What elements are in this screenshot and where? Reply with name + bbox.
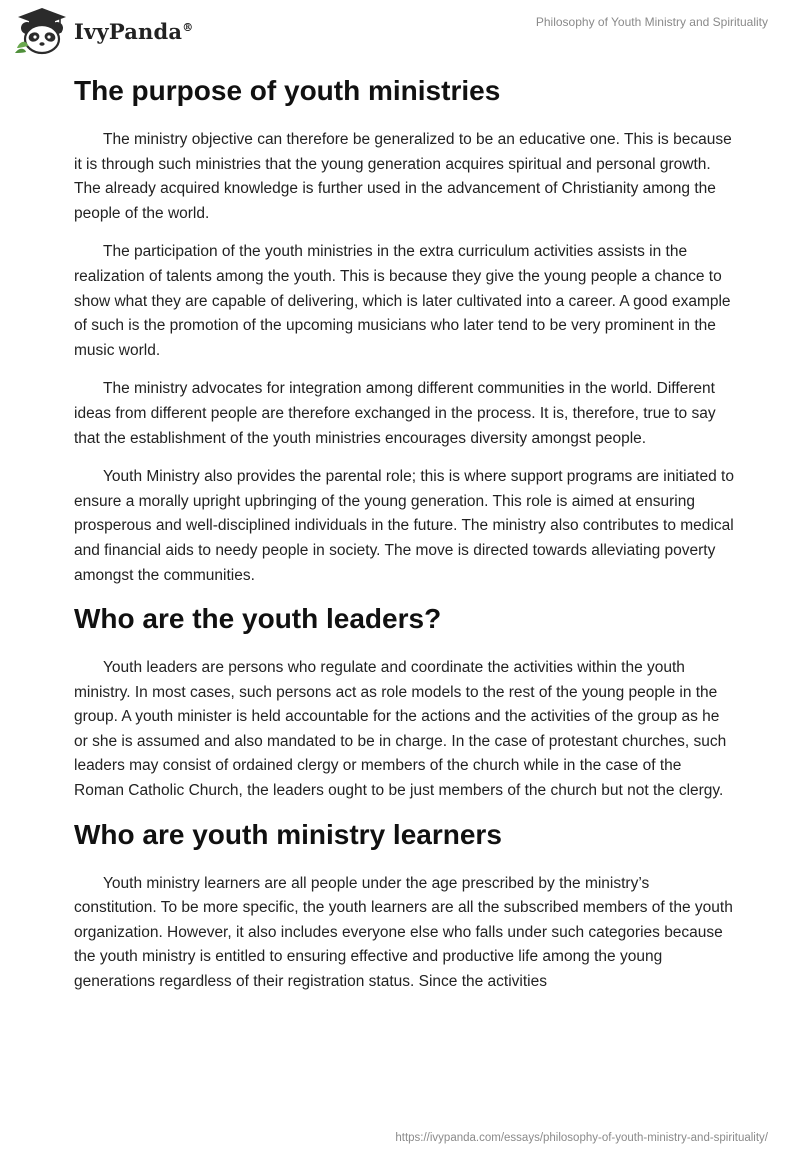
paragraph: The ministry advocates for integration among different communities in the world. Different ideas from different people are therefore exchanged in the process. It is, therefore, true to say that the establishment of the youth ministries encourages diversity amongst people. xyxy=(74,380,716,447)
paragraph: Youth Ministry also provides the parental role; this is where support programs are initiated to ensure a morally upright upbringing of the young generation. This role is aimed at ensuring prosperous and well-disciplined individuals in the future. The ministry also contributes to medical and financial aids to needy people in society. The move is directed towards alleviating poverty amongst the communities. xyxy=(74,468,734,584)
brand-name: IvyPanda® xyxy=(74,18,194,44)
paragraph: The participation of the youth ministries in the extra curriculum activities assists in the realization of talents among the youth. This is because they give the young people a chance to show what they are capable of delivering, which is later cultivated into a career. A good example of such is the promotion of the upcoming musicians who later tend to be very prominent in the music world. xyxy=(74,243,731,359)
section-heading: Who are the youth leaders? xyxy=(74,603,442,635)
paragraph: Youth ministry learners are all people under the age prescribed by the ministry’s constitution. To be more specific, the youth learners are all the subscribed members of the youth organization. However, it also includes everyone else who falls under such categories because the youth ministry is entitled to ensuring effective and productive life among the young generations regardless of their registration status. Since the activities xyxy=(74,874,733,991)
document-title: Philosophy of Youth Ministry and Spirituality xyxy=(535,15,768,29)
section-heading: The purpose of youth ministries xyxy=(74,75,501,106)
page-header xyxy=(0,0,800,60)
section-purpose xyxy=(74,74,734,588)
essay-content xyxy=(74,68,734,1009)
section-youth-learners xyxy=(74,818,734,995)
ivypanda-logo[interactable] xyxy=(14,6,193,56)
paragraph: Youth leaders are persons who regulate and coordinate the activities within the youth ministry. In most cases, such persons act as role models to the rest of the young people in the group. A youth minister is held accountable for the actions and the activities of the group as he or she is assumed and also mandated to be in charge. In the case of protestant churches, such leaders may consist of ordained clergy or members of the church while in the case of the Roman Catholic Church, the leaders ought to be just members of the church but not the clergy. xyxy=(74,659,727,800)
source-url[interactable]: https://ivypanda.com/essays/philosophy-of-youth-ministry-and-spirituality/ xyxy=(395,1132,768,1144)
panda-mascot-icon xyxy=(14,6,70,56)
paragraph: The ministry objective can therefore be generalized to be an educative one. This is because it is through such ministries that the young generation acquires spiritual and personal growth. The already acquired knowledge is further used in the advancement of Christianity among the people of the world. xyxy=(74,131,732,222)
section-youth-leaders xyxy=(74,602,734,804)
section-heading: Who are youth ministry learners xyxy=(74,818,502,850)
